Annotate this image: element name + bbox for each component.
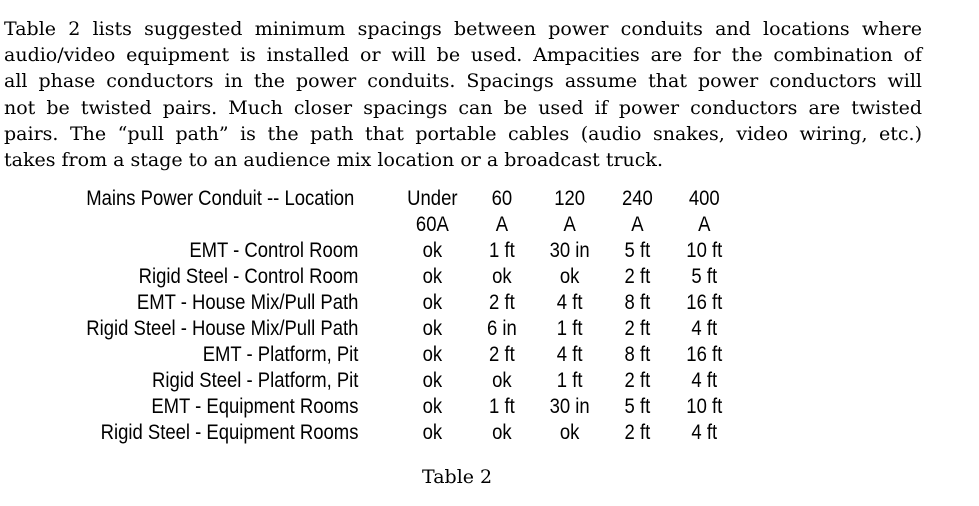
row-label: EMT - Platform, Pit xyxy=(202,343,359,366)
table-row xyxy=(86,290,737,316)
table-header-row xyxy=(86,186,737,212)
table-cell: ok xyxy=(559,421,580,444)
ampacity-header: 400 xyxy=(688,187,720,210)
table-cell: 4 ft xyxy=(556,291,583,314)
cropped-text-fragment xyxy=(0,0,979,6)
table-row xyxy=(86,238,737,264)
table-cell: 30 in xyxy=(549,395,590,418)
table-caption: Table 2 xyxy=(422,466,493,488)
location-column-header-blank xyxy=(86,212,397,238)
table-cell: 1 ft xyxy=(556,369,583,392)
table-cell: 4 ft xyxy=(691,317,718,340)
row-label: Rigid Steel - Platform, Pit xyxy=(151,369,359,392)
table-cell: ok xyxy=(422,395,443,418)
table-cell: ok xyxy=(422,239,443,262)
table-row xyxy=(86,394,737,420)
table-cell: 6 in xyxy=(486,317,517,340)
table-cell: 5 ft xyxy=(624,239,651,262)
table-cell: 4 ft xyxy=(691,421,718,444)
location-column-header: Mains Power Conduit -- Location xyxy=(86,187,355,210)
paragraph-line: takes from a stage to an audience mix location or a broadcast truck. xyxy=(4,149,663,172)
ampacity-unit-header: 60A xyxy=(415,213,449,236)
table-cell: 1 ft xyxy=(489,395,515,418)
table-row xyxy=(86,368,737,394)
row-label: EMT - Control Room xyxy=(189,239,359,262)
table-cell: 8 ft xyxy=(624,343,651,366)
spacing-table xyxy=(86,186,737,446)
row-label: Rigid Steel - House Mix/Pull Path xyxy=(86,317,359,340)
table-cell: ok xyxy=(422,343,443,366)
table-cell: 2 ft xyxy=(624,265,651,288)
ampacity-unit-header: A xyxy=(698,213,711,236)
row-label: Rigid Steel - Control Room xyxy=(138,265,359,288)
table-cell: ok xyxy=(492,265,512,288)
table-row xyxy=(86,316,737,342)
ampacity-header: Under xyxy=(407,187,458,210)
table-cell: 5 ft xyxy=(624,395,651,418)
paragraph-line: pairs. The “pull path” is the path that portable cables (audio snakes, video wiring, etc.) xyxy=(4,122,922,145)
ampacity-header: 120 xyxy=(554,187,586,210)
table-cell: 4 ft xyxy=(691,369,718,392)
paragraph-line: audio/video equipment is installed or will be used. Ampacities are for the combination of xyxy=(4,44,922,67)
ampacity-unit-header: A xyxy=(495,213,509,236)
table-row xyxy=(86,420,737,446)
table-cell: 5 ft xyxy=(691,265,718,288)
table-cell: ok xyxy=(492,421,512,444)
row-label: EMT - House Mix/Pull Path xyxy=(136,291,359,314)
table-cell: ok xyxy=(422,291,443,314)
table-cell: 16 ft xyxy=(686,291,723,314)
table-cell: 2 ft xyxy=(624,369,651,392)
table-cell: 10 ft xyxy=(686,239,723,262)
table-cell: 30 in xyxy=(549,239,590,262)
table-cell: 8 ft xyxy=(624,291,651,314)
table-cell: 2 ft xyxy=(624,317,651,340)
table-cell: 16 ft xyxy=(686,343,723,366)
table-header-row xyxy=(86,212,737,238)
table-cell: 2 ft xyxy=(489,291,515,314)
table-cell: 2 ft xyxy=(489,343,515,366)
table-cell: 2 ft xyxy=(624,421,651,444)
table-cell: ok xyxy=(422,265,443,288)
row-label: Rigid Steel - Equipment Rooms xyxy=(100,421,359,444)
table-cell: ok xyxy=(422,369,443,392)
table-row xyxy=(86,264,737,290)
table-cell: ok xyxy=(422,421,443,444)
table-cell: 4 ft xyxy=(556,343,583,366)
ampacity-header: 240 xyxy=(621,187,653,210)
table-cell: ok xyxy=(559,265,580,288)
ampacity-unit-header: A xyxy=(563,213,576,236)
row-label: EMT - Equipment Rooms xyxy=(151,395,359,418)
table-cell: 1 ft xyxy=(556,317,583,340)
paragraph-line: Table 2 lists suggested minimum spacings between power conduits and locations where xyxy=(4,18,922,40)
body-paragraph xyxy=(4,16,922,173)
ampacity-header: 60 xyxy=(491,187,513,210)
table-row xyxy=(86,342,737,368)
table-cell: 1 ft xyxy=(489,239,515,262)
ampacity-unit-header: A xyxy=(631,213,644,236)
table-cell: ok xyxy=(422,317,443,340)
paragraph-line: all phase conductors in the power conduits. Spacings assume that power conductors will xyxy=(4,70,922,93)
paragraph-line: not be twisted pairs. Much closer spacings can be used if power conductors are twisted xyxy=(4,96,922,119)
table-cell: 10 ft xyxy=(686,395,723,418)
table-cell: ok xyxy=(492,369,512,392)
